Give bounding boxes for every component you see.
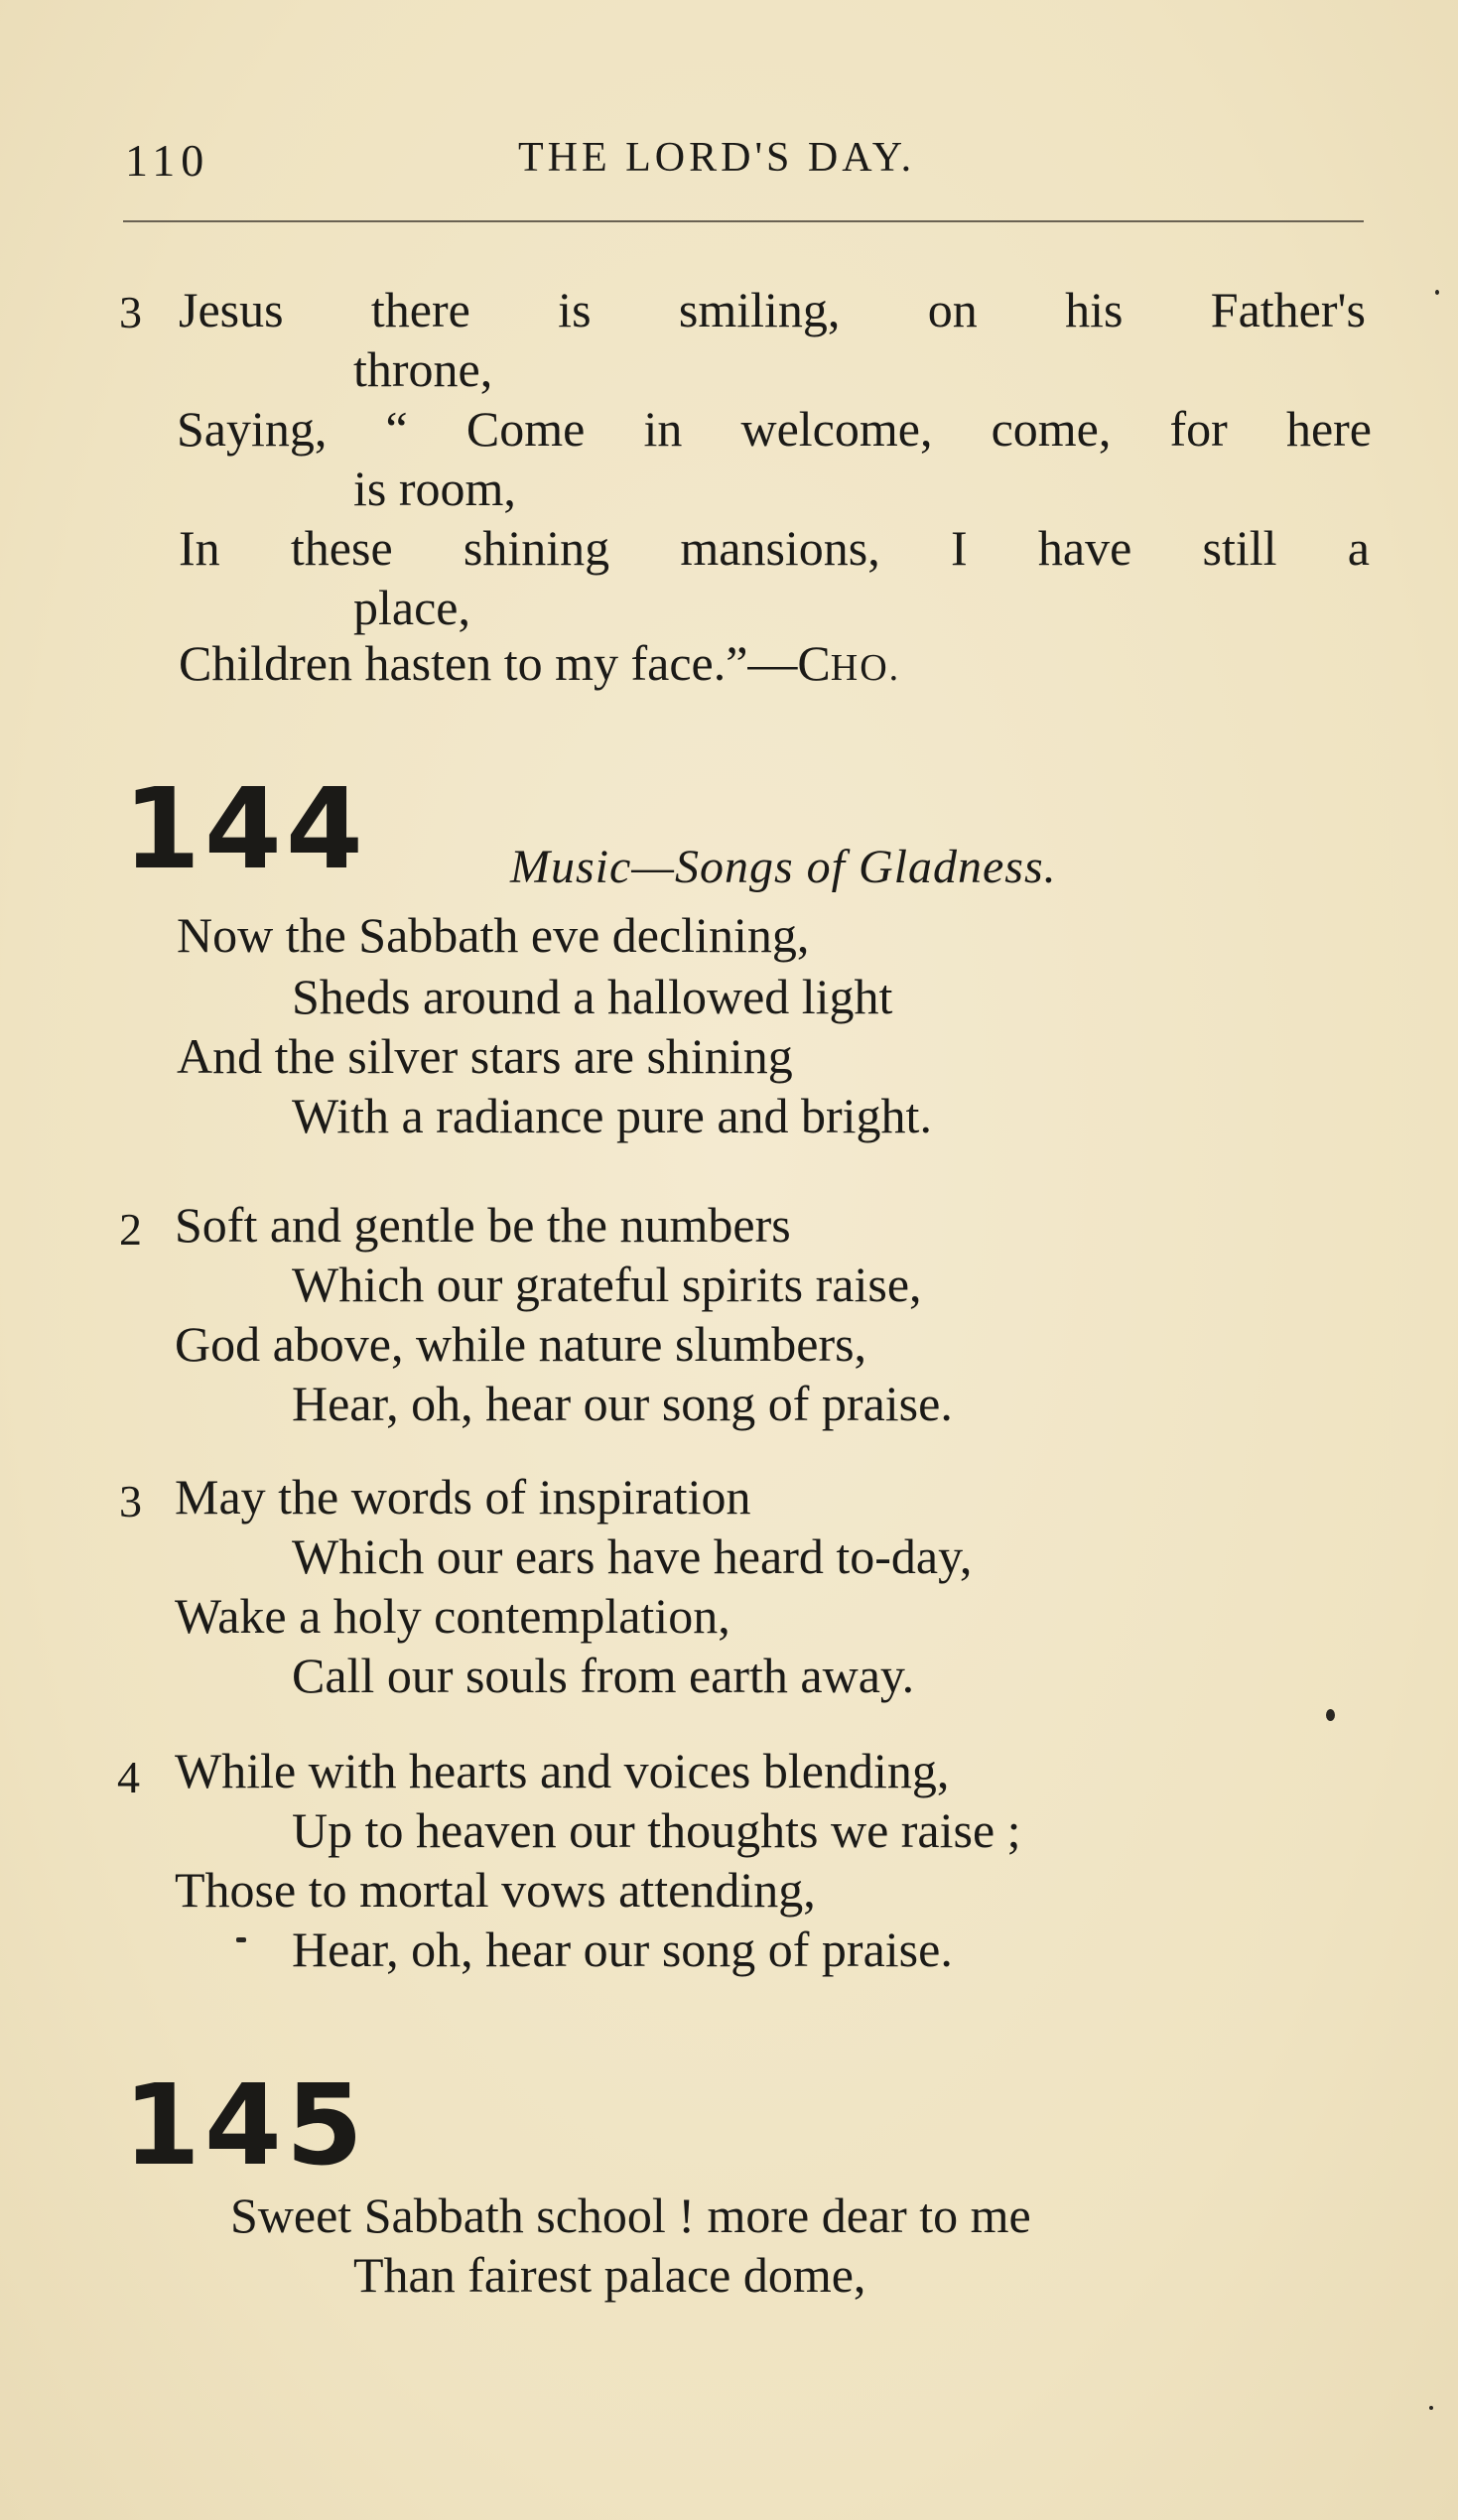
verse-line: Which our grateful spirits raise, [292,1257,922,1312]
verse-line: Hear, oh, hear our song of praise. [292,1376,953,1431]
ink-speck [236,1937,246,1942]
verse-line: While with hearts and voices blending, [175,1743,950,1798]
ink-speck [1435,290,1439,295]
chorus-marker: C [797,635,831,691]
verse-line: Sheds around a hallowed light [292,969,893,1024]
verse-line: Wake a holy contemplation, [175,1588,730,1644]
hymn-number: 145 [123,2061,367,2190]
verse-line: May the words of inspiration [175,1469,751,1525]
verse-line: Soft and gentle be the numbers [175,1197,791,1253]
header-rule [123,220,1364,222]
stanza-number: 3 [119,287,142,337]
verse-line: In these shining mansions, I have still a [179,520,1370,576]
verse-line: Sweet Sabbath school ! more dear to me [230,2188,1031,2243]
verse-line: Now the Sabbath eve declining, [177,907,810,963]
running-title: THE LORD'S DAY. [518,135,916,181]
verse-line: God above, while nature slumbers, [175,1316,867,1372]
verse-line: Than fairest palace dome, [353,2247,866,2303]
stanza-number: 4 [117,1752,140,1802]
verse-line: Up to heaven our thoughts we raise ; [292,1802,1021,1858]
verse-line-continuation: throne, [353,341,493,397]
verse-line: Saying, “ Come in welcome, come, for here [177,401,1372,457]
verse-line-continuation: place, [353,580,470,635]
verse-line: And the silver stars are shining [177,1028,793,1084]
stanza-number: 2 [119,1204,142,1255]
verse-line: Which our ears have heard to-day, [292,1528,973,1584]
verse-line: Those to mortal vows attending, [175,1862,816,1918]
stanza-number: 3 [119,1476,142,1526]
verse-line: With a radiance pure and bright. [292,1088,932,1143]
ink-speck [1429,2406,1433,2410]
ink-speck [1326,1709,1335,1721]
verse-line: Jesus there is smiling, on his Father's [179,282,1366,337]
verse-line: Call our souls from earth away. [292,1648,915,1703]
verse-line-continuation: is room, [353,461,516,516]
chorus-marker: HO. [830,647,901,689]
hymn-number: 144 [123,765,367,894]
verse-line [179,633,900,693]
verse-line: Hear, oh, hear our song of praise. [292,1922,953,1977]
tune-name: Music—Songs of Gladness. [510,841,1057,893]
verse-text: Children hasten to my face.”— [179,635,798,691]
page-number: 110 [125,135,210,186]
